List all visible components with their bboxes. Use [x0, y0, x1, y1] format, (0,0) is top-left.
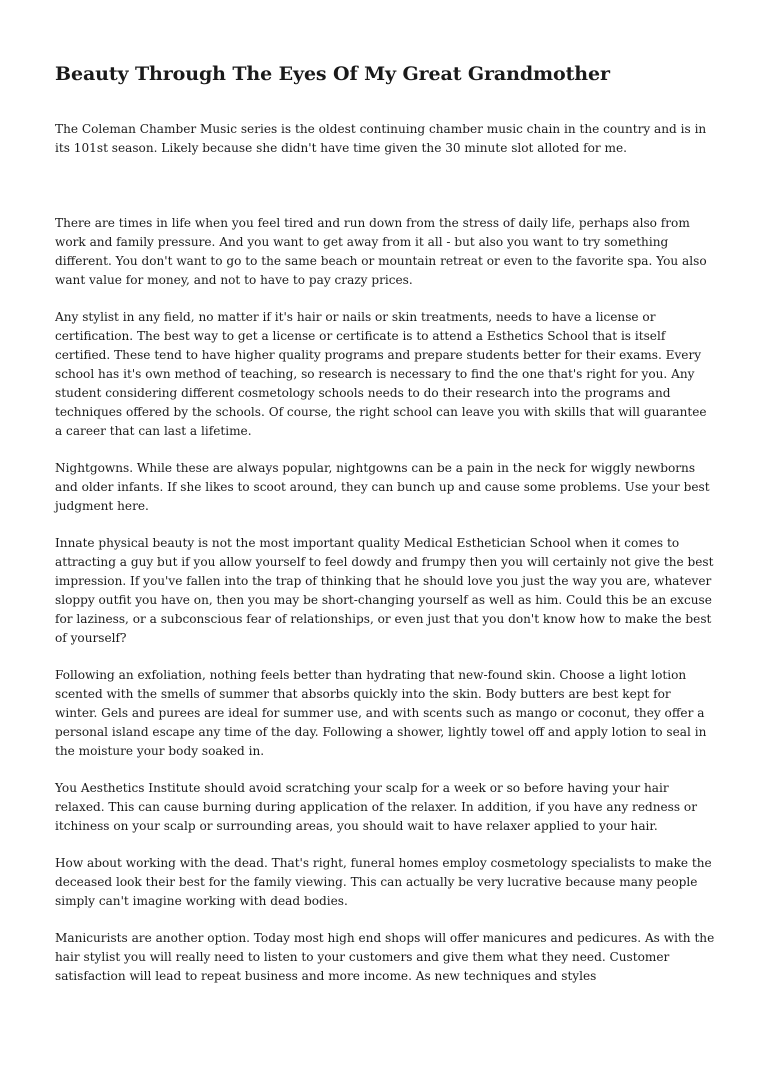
paragraph-intro: The Coleman Chamber Music series is the oldest continuing chamber music chain in the country and is in its 101st season. Likely because she didn't have time given the 30 minute slot alloted for me.: [55, 122, 707, 155]
paragraph-6: Following an exfoliation, nothing feels better than hydrating that new-found skin. Choose a light lotion scented with the smells of summer that absorbs quickly into the skin. Body butters are best kept for winter. Gels and purees are ideal for summer use, and with scents such as mango or coconut, they offer a personal island escape any time of the day. Following a shower, lightly towel off and apply lotion to seal in the moisture your body soaked in.: [55, 668, 707, 758]
paragraph-3: Any stylist in any field, no matter if it's hair or nails or skin treatments, needs to have a license or certification. The best way to get a license or certificate is to attend a Esthetics School that is itself certified. These tend to have higher quality programs and prepare students better for their exams. Every school has it's own method of teaching, so research is necessary to find the one that's right for you. Any student considering different cosmetology schools needs to do their research into the programs and techniques offered by the schools. Of course, the right school can leave you with skills that will guarantee a career that can last a lifetime.: [55, 310, 707, 438]
document-page: [55, 60, 715, 1004]
paragraph-8: How about working with the dead. That's right, funeral homes employ cosmetology specialists to make the deceased look their best for the family viewing. This can actually be very lucrative because many people simply can't imagine working with dead bodies.: [55, 856, 712, 908]
paragraph-2: There are times in life when you feel tired and run down from the stress of daily life, perhaps also from work and family pressure. And you want to get away from it all - but also you want to try something different. You don't want to go to the same beach or mountain retreat or even to the favorite spa. You also want value for money, and not to have to pay crazy prices.: [55, 216, 707, 287]
page-title: Beauty Through The Eyes Of My Great Grandmother: [55, 63, 610, 85]
paragraph-9: Manicurists are another option. Today most high end shops will offer manicures and pedicures. As with the hair stylist you will really need to listen to your customers and give them what they need. Customer satisfaction will lead to repeat business and more income. As new techniques and styles: [55, 931, 715, 983]
paragraph-5: Innate physical beauty is not the most important quality Medical Esthetician School when it comes to attracting a guy but if you allow yourself to feel dowdy and frumpy then you will certainly not give the best impression. If you've fallen into the trap of thinking that he should love you just the way you are, whatever sloppy outfit you have on, then you may be short-changing yourself as well as him. Could this be an excuse for laziness, or a subconscious fear of relationships, or even just that you don't know how to make the best of yourself?: [55, 536, 714, 645]
paragraph-7: You Aesthetics Institute should avoid scratching your scalp for a week or so before having your hair relaxed. This can cause burning during application of the relaxer. In addition, if you have any redness or itchiness on your scalp or surrounding areas, you should wait to have relaxer applied to your hair.: [55, 781, 697, 833]
paragraph-4: Nightgowns. While these are always popular, nightgowns can be a pain in the neck for wiggly newborns and older infants. If she likes to scoot around, they can bunch up and cause some problems. Use your best judgment here.: [55, 461, 710, 513]
